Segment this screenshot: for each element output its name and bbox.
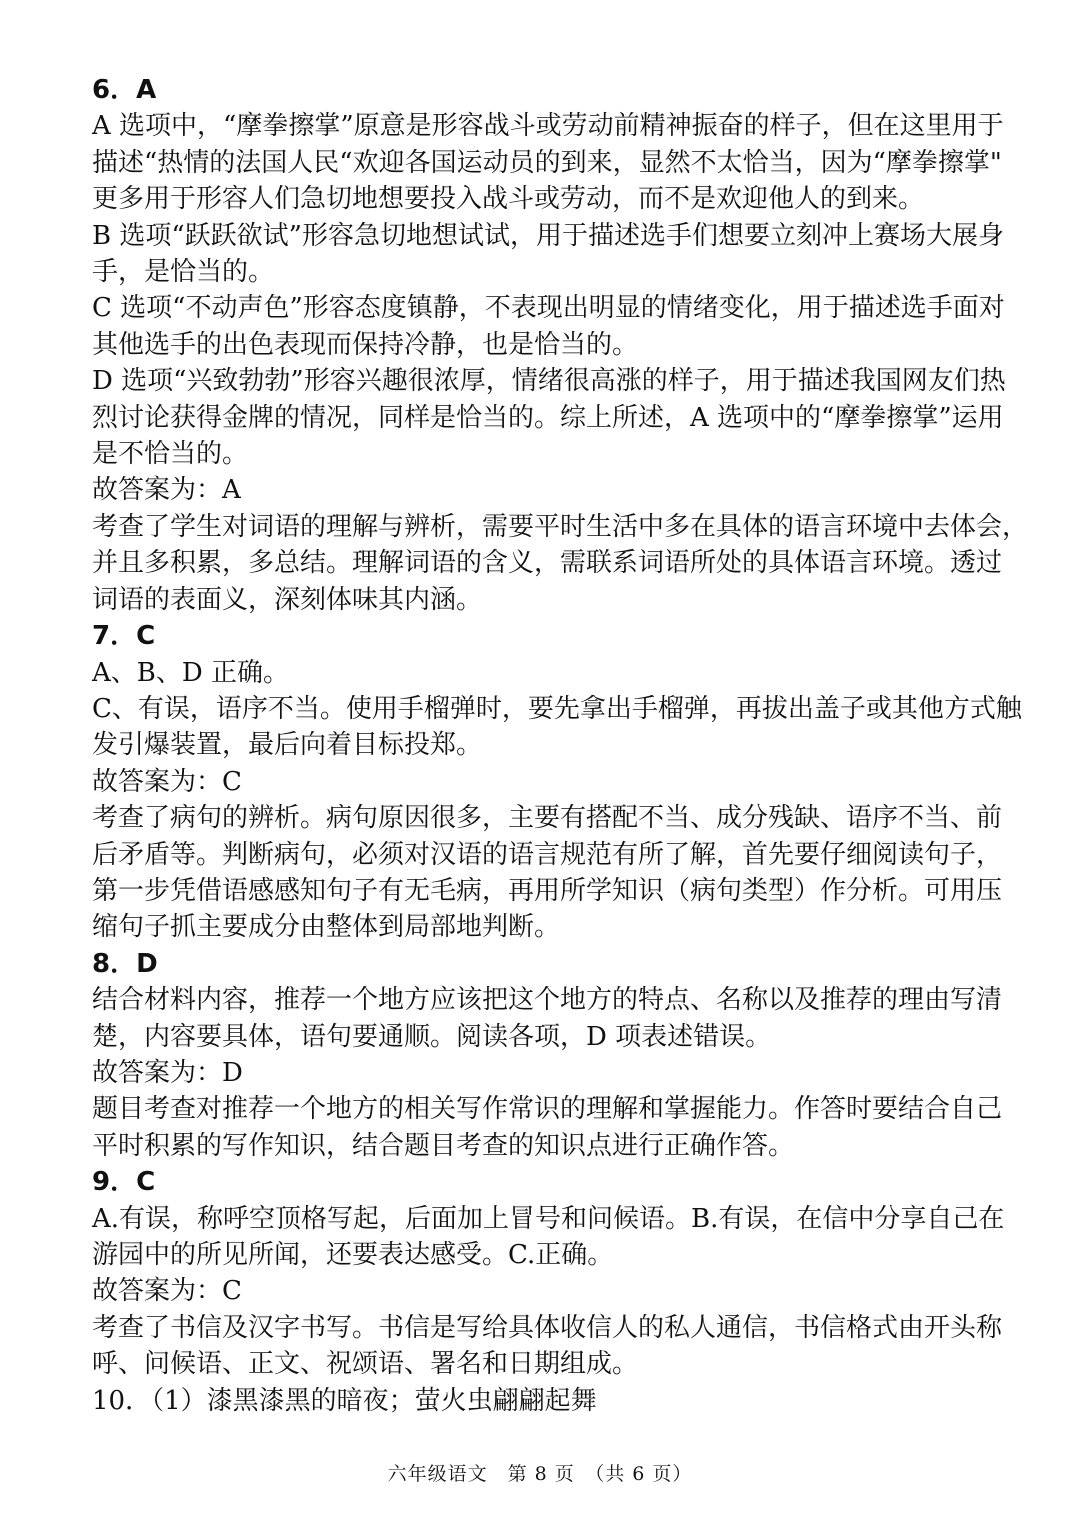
question-7-number: 7．C — [92, 621, 156, 652]
q6-analysis-1: 考查了学生对词语的理解与辨析，需要平时生活中多在具体的语言环境中去体会， — [92, 511, 1029, 542]
q9-analysis-1: 考查了书信及汉字书写。书信是写给具体收信人的私人通信，书信格式由开头称 — [92, 1312, 1003, 1343]
q6-line-6: C 选项“不动声色”形容态度镇静，不表现出明显的情绪变化，用于描述选手面对 — [92, 293, 1005, 324]
q8-line-2: 楚，内容要具体，语句要通顺。阅读各项，D 项表述错误。 — [92, 1021, 772, 1052]
q9-analysis-2: 呼、问候语、正文、祝颂语、署名和日期组成。 — [92, 1349, 639, 1380]
q6-line-4: B 选项“跃跃欲试”形容急切地想试试，用于描述选手们想要立刻冲上赛场大展身 — [92, 220, 1004, 251]
q6-line-8: D 选项“兴致勃勃”形容兴趣很浓厚，情绪很高涨的样子，用于描述我国网友们热 — [92, 366, 1006, 397]
q7-analysis-3: 第一步凭借语感感知句子有无毛病，再用所学知识（病句类型）作分析。可用压 — [92, 875, 1003, 906]
q7-analysis-4: 缩句子抓主要成分由整体到局部地判断。 — [92, 912, 561, 943]
q8-answer: 故答案为：D — [92, 1057, 243, 1088]
question-6-number: 6．A — [92, 75, 157, 105]
q6-line-10: 是不恰当的。 — [92, 439, 249, 470]
q6-line-5: 手，是恰当的。 — [92, 257, 275, 288]
q9-answer: 故答案为：C — [92, 1276, 242, 1307]
q7-line-2: C、有误，语序不当。使用手榴弹时，要先拿出手榴弹，再拔出盖子或其他方式触 — [92, 693, 1022, 724]
q7-answer: 故答案为：C — [92, 766, 242, 797]
question-10-line-1: 10．（1）漆黑漆黑的暗夜；萤火虫翩翩起舞 — [92, 1385, 597, 1416]
q6-line-2: 描述“热情的法国人民“欢迎各国运动员的到来，显然不太恰当，因为“摩拳擦掌" — [92, 147, 1002, 178]
q6-analysis-3: 词语的表面义，深刻体味其内涵。 — [92, 584, 483, 615]
q7-line-3: 发引爆装置，最后向着目标投郑。 — [92, 730, 483, 761]
q6-line-7: 其他选手的出色表现而保持冷静，也是恰当的。 — [92, 329, 639, 360]
q7-analysis-2: 后矛盾等。判断病句，必须对汉语的语言规范有所了解，首先要仔细阅读句子， — [92, 839, 1003, 870]
q8-analysis-2: 平时积累的写作知识，结合题目考查的知识点进行正确作答。 — [92, 1130, 795, 1161]
question-9-number: 9．C — [92, 1167, 156, 1198]
q6-answer: 故答案为：A — [92, 475, 241, 506]
q7-line-1: A、B、D 正确。 — [92, 657, 289, 688]
q7-analysis-1: 考查了病句的辨析。病句原因很多，主要有搭配不当、成分残缺、语序不当、前 — [92, 803, 1003, 834]
q8-line-1: 结合材料内容，推荐一个地方应该把这个地方的特点、名称以及推荐的理由写清 — [92, 985, 1003, 1016]
q9-line-2: 游园中的所见所闻，还要表达感受。C.正确。 — [92, 1240, 614, 1270]
q6-analysis-2: 并且多积累，多总结。理解词语的含义，需联系词语所处的具体语言环境。透过 — [92, 548, 1003, 579]
page-footer: 六年级语文 第 8 页 （共 6 页） — [387, 1463, 693, 1485]
q6-line-3: 更多用于形容人们急切地想要投入战斗或劳动，而不是欢迎他人的到来。 — [92, 184, 925, 215]
question-8-number: 8．D — [92, 948, 158, 979]
q8-analysis-1: 题目考查对推荐一个地方的相关写作常识的理解和掌握能力。作答时要结合自己 — [92, 1094, 1003, 1125]
q6-line-9: 烈讨论获得金牌的情况，同样是恰当的。综上所述，A 选项中的“摩拳擦掌”运用 — [92, 402, 1004, 433]
q6-line-1: A 选项中，“摩拳擦掌”原意是形容战斗或劳动前精神振奋的样子，但在这里用于 — [92, 111, 1004, 142]
q9-line-1: A.有误，称呼空顶格写起，后面加上冒号和问候语。B.有误，在信中分享自己在 — [92, 1203, 1005, 1234]
answer-content — [92, 72, 1029, 1419]
